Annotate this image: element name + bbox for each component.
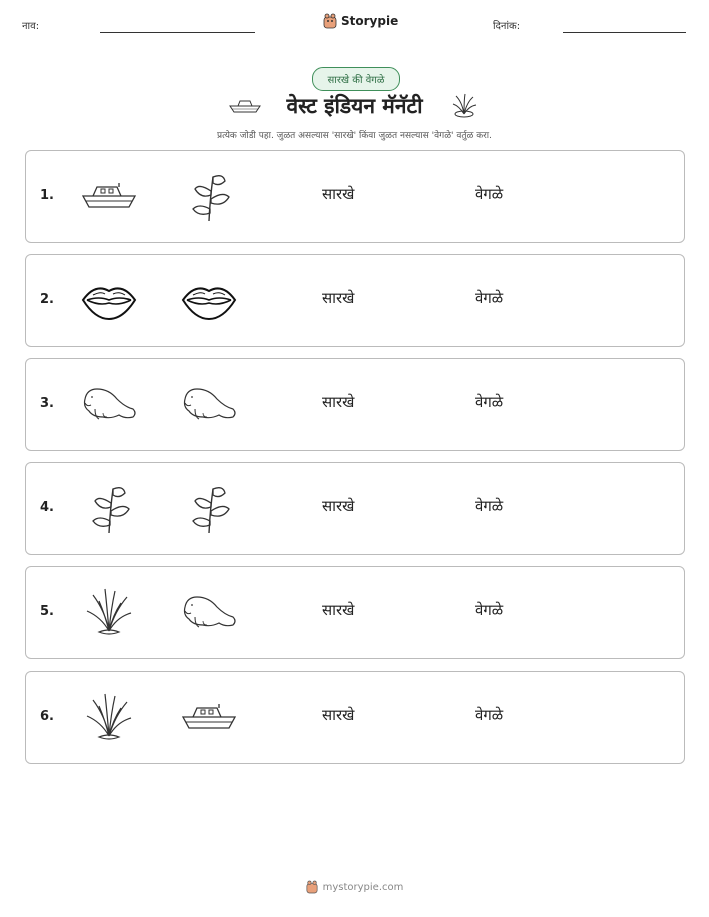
option-different[interactable]: वेगळे <box>475 185 504 203</box>
question-number: 3. <box>40 396 54 411</box>
question-row <box>25 671 685 764</box>
brand-logo <box>323 13 398 29</box>
question-row <box>25 358 685 451</box>
option-same[interactable]: सारखे <box>322 289 355 307</box>
brand-name: Storypie <box>341 14 399 28</box>
leaf-icon <box>179 169 239 223</box>
worksheet-type-badge: सारखे की वेगळे <box>312 67 400 91</box>
question-row <box>25 462 685 555</box>
seagrass-icon <box>79 690 139 744</box>
question-row <box>25 254 685 347</box>
question-number: 5. <box>40 604 54 619</box>
name-line[interactable] <box>100 32 255 33</box>
question-number: 4. <box>40 500 54 515</box>
option-same[interactable]: सारखे <box>322 185 355 203</box>
manatee-icon <box>179 377 239 431</box>
boat-icon <box>179 690 239 744</box>
instructions: प्रत्येक जोडी पहा. जुळत असल्यास 'सारखे' किंवा जुळत नसल्यास 'वेगळे' वर्तुळ करा. <box>216 131 492 141</box>
seagrass-icon <box>79 585 139 639</box>
storypie-mascot-icon <box>306 880 318 894</box>
footer-site: mystorypie.com <box>322 881 404 893</box>
name-label: नाव: <box>22 21 40 32</box>
page-title: वेस्ट इंडियन मॅनॅटी <box>286 94 423 118</box>
leaf-icon <box>79 481 139 535</box>
lips-icon <box>179 273 239 327</box>
option-different[interactable]: वेगळे <box>475 706 504 724</box>
lips-icon <box>79 273 139 327</box>
option-different[interactable]: वेगळे <box>475 497 504 515</box>
storypie-mascot-icon <box>323 13 337 29</box>
leaf-icon <box>179 481 239 535</box>
option-same[interactable]: सारखे <box>322 706 355 724</box>
option-same[interactable]: सारखे <box>322 393 355 411</box>
question-row <box>25 566 685 659</box>
boat-icon <box>79 169 139 223</box>
manatee-icon <box>179 585 239 639</box>
seagrass-icon <box>450 92 478 118</box>
date-line[interactable] <box>563 32 686 33</box>
footer <box>0 880 709 894</box>
question-number: 6. <box>40 709 54 724</box>
question-number: 2. <box>40 292 54 307</box>
date-label: दिनांक: <box>493 21 521 32</box>
question-row <box>25 150 685 243</box>
option-different[interactable]: वेगळे <box>475 601 504 619</box>
option-different[interactable]: वेगळे <box>475 289 504 307</box>
option-same[interactable]: सारखे <box>322 497 355 515</box>
option-different[interactable]: वेगळे <box>475 393 504 411</box>
option-same[interactable]: सारखे <box>322 601 355 619</box>
question-number: 1. <box>40 188 54 203</box>
manatee-icon <box>79 377 139 431</box>
